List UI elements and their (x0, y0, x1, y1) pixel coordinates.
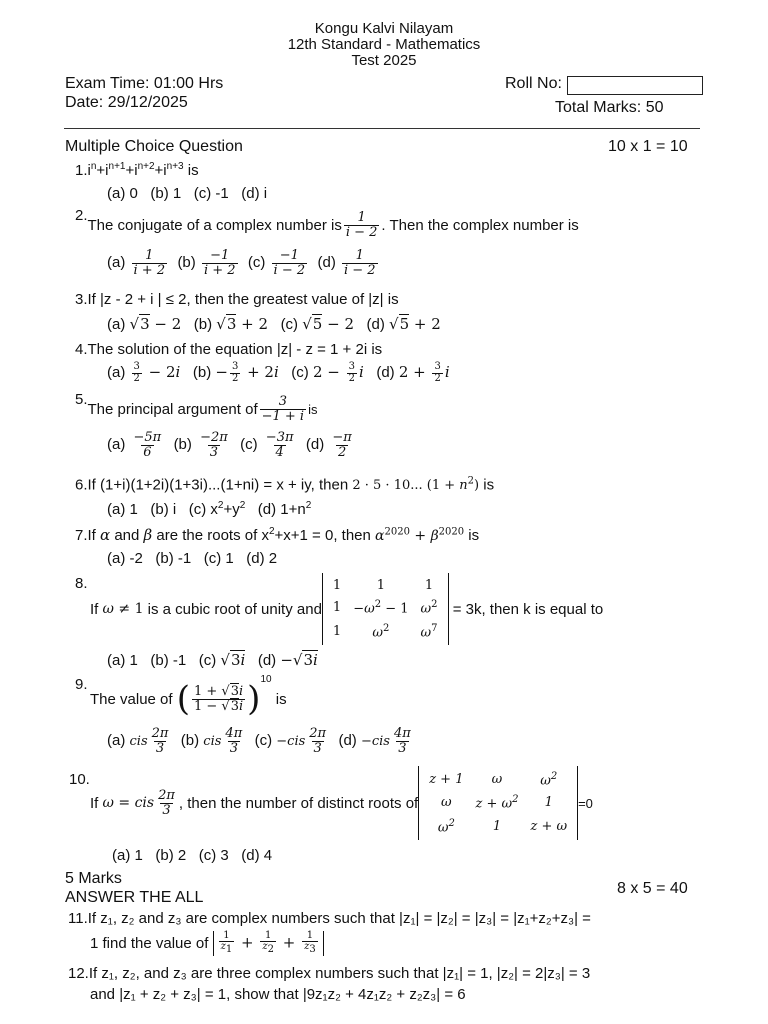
option-a[interactable]: (a) 1 (107, 501, 138, 518)
question-5: 5. The principal argument of $\frac{3}{-1 + i}$ is (75, 391, 318, 424)
question-2: 2. The conjugate of a complex number is $\frac{1}{i - 2}$ . Then the complex number is (75, 207, 579, 240)
option-a[interactable]: (a) cis $\frac{2\pi}{3}$ (107, 726, 169, 756)
header-divider (64, 128, 700, 129)
option-c[interactable]: (c) 1 (203, 550, 234, 567)
option-a[interactable]: (a) -2 (107, 550, 143, 567)
question-11-line2: 1 find the value of $\frac{1}{z_1}$ + $\frac{1}{z_2}$ + $\frac{1}{z_3}$ (90, 928, 324, 958)
question-8-options (107, 651, 318, 669)
option-d[interactable]: (d) √5 + 2 (366, 315, 441, 333)
option-b[interactable]: (b) -1 (155, 550, 192, 567)
option-c[interactable]: (c) $x^2+y^2$ (188, 500, 246, 518)
question-9: The value of ( $\frac{1 + √3i}{1 - √3i}$ ) $^{10}$ is (90, 674, 287, 719)
option-a[interactable]: (a) $\frac{1}{i + 2}$ (107, 248, 166, 278)
question-5-options (107, 431, 356, 459)
question-3: 3.If |z - 2 + i | ≤ 2, then the greatest value of |z| is (75, 291, 399, 308)
roll-no-label: Roll No: (505, 75, 562, 92)
question-10-number: 10. (69, 771, 90, 788)
question-10: If ω = cis $\frac{2\pi}{3}$ , then the number of distinct roots of z + 1 ω $\omega^2$ ω $z + \omega^2$ 1 $\omega^2$ 1 z + ω =0 (90, 766, 593, 840)
option-a[interactable]: (a) 1 (112, 847, 143, 864)
section-mcq-marks: 10 x 1 = 10 (608, 138, 688, 155)
question-6-options (107, 500, 311, 518)
total-marks: Total Marks: 50 (555, 99, 664, 116)
option-a[interactable]: (a) 1 (107, 652, 138, 669)
question-6: 6.If (1+i)(1+2i)(1+3i)...(1+ni) = x + iy, then 2 · 5 · 10... $(1 + n^2)$ is (75, 476, 495, 494)
question-12-line2: and |z₁ + z₂ + z₃| = 1, show that |9z₁z₂ + 4z₁z₂ + z₂z₃| = 6 (90, 986, 466, 1003)
question-1: $1.i^n+i^{n+1}+i^{n+2}+i^{n+3}$ is (75, 161, 199, 179)
section-5marks-marks: 8 x 5 = 40 (617, 880, 688, 897)
option-c[interactable]: (c) √5 − 2 (280, 315, 354, 333)
option-c[interactable]: (c) −cis $\frac{2\pi}{3}$ (254, 726, 327, 756)
option-b[interactable]: (b) − $\frac{3}{2}$ + 2i (192, 361, 279, 384)
option-d[interactable]: (d) −cis $\frac{4\pi}{3}$ (338, 726, 411, 756)
option-d[interactable]: (d) $\frac{1}{i - 2}$ (317, 248, 376, 278)
option-b[interactable]: (b) √3 + 2 (193, 315, 269, 333)
section-5marks-title: 5 Marks (65, 870, 122, 887)
question-9-number: 9. (75, 676, 88, 693)
option-a[interactable]: (a) √3 − 2 (107, 315, 182, 333)
option-a[interactable]: (a) 0 (107, 185, 138, 202)
question-7: 7.If α and β are the roots of $x^2+x+1 = 0$, then $\alpha^{2020} + \beta^{2020}$ is (75, 526, 480, 544)
question-4: 4.The solution of the equation |z| - z = 1 + 2i is (75, 341, 383, 358)
option-d[interactable]: (d) i (241, 185, 268, 202)
option-c[interactable]: (c) 3 (198, 847, 229, 864)
section-5marks-subtitle: ANSWER THE ALL (65, 889, 204, 906)
option-d[interactable]: (d) 2 (246, 550, 278, 567)
option-b[interactable]: (b) 2 (155, 847, 187, 864)
option-d[interactable]: (d) $\frac{-\pi}{2}$ (305, 430, 352, 460)
option-a[interactable]: (a) $\frac{-5\pi}{6}$ (107, 430, 162, 460)
option-d[interactable]: (d) 2 + $\frac{3}{2}$ i (376, 361, 450, 384)
question-2-options (107, 249, 380, 277)
question-7-options (107, 550, 277, 567)
option-a[interactable]: (a) $\frac{3}{2}$ − 2i (107, 361, 181, 384)
option-b[interactable]: (b) -1 (150, 652, 187, 669)
question-3-options (107, 315, 441, 333)
question-8: If ω ≠ 1 is a cubic root of unity and 1 1 1 1 $-\omega^2 - 1$ $\omega^2$ 1 $\omega^2$ $\omega^7$ = 3k, then k is equal to (90, 573, 603, 645)
option-c[interactable]: (c) -1 (193, 185, 229, 202)
option-b[interactable]: (b) 1 (150, 185, 182, 202)
option-b[interactable]: (b) $\frac{-1}{i + 2}$ (177, 248, 236, 278)
option-b[interactable]: (b) i (150, 501, 177, 518)
section-mcq-title: Multiple Choice Question (65, 138, 243, 155)
question-9-options (107, 727, 415, 755)
determinant-8: 1 1 1 1 $-\omega^2 - 1$ $\omega^2$ 1 $\omega^2$ $\omega^7$ (322, 573, 449, 645)
option-c[interactable]: (c) $\frac{-1}{i - 2}$ (247, 248, 306, 278)
exam-time: Exam Time: 01:00 Hrs (65, 75, 224, 92)
option-d[interactable]: (d) 4 (241, 847, 273, 864)
question-8-number: 8. (75, 575, 88, 592)
determinant-10: z + 1 ω $\omega^2$ ω $z + \omega^2$ 1 $\omega^2$ 1 z + ω (418, 766, 578, 840)
standard-subject: 12th Standard - Mathematics (287, 36, 481, 53)
exam-date: Date: 29/12/2025 (65, 94, 188, 111)
option-d[interactable]: (d) −√3i (257, 651, 318, 669)
question-11: 11.If z₁, z₂ and z₃ are complex numbers such that |z₁| = |z₂| = |z₃| = |z₁+z₂+z₃| = (68, 910, 591, 927)
option-d[interactable]: (d) $1+n^2$ (257, 500, 312, 518)
option-b[interactable]: (b) cis $\frac{4\pi}{3}$ (180, 726, 243, 756)
question-12: 12.If z₁, z₂, and z₃ are three complex numbers such that |z₁| = 1, |z₂| = 2|z₃| = 3 (68, 965, 591, 982)
test-title: Test 2025 (351, 52, 417, 69)
school-name: Kongu Kalvi Nilayam (314, 20, 454, 37)
roll-no-field[interactable] (567, 76, 703, 95)
option-c[interactable]: (c) √3i (198, 651, 246, 669)
question-10-options (112, 847, 272, 864)
option-c[interactable]: (c) 2 − $\frac{3}{2}$ i (291, 361, 364, 384)
question-4-options (107, 362, 450, 384)
option-c[interactable]: (c) $\frac{-3\pi}{4}$ (240, 430, 294, 460)
question-1-options (107, 185, 267, 202)
option-b[interactable]: (b) $\frac{-2\pi}{3}$ (173, 430, 228, 460)
